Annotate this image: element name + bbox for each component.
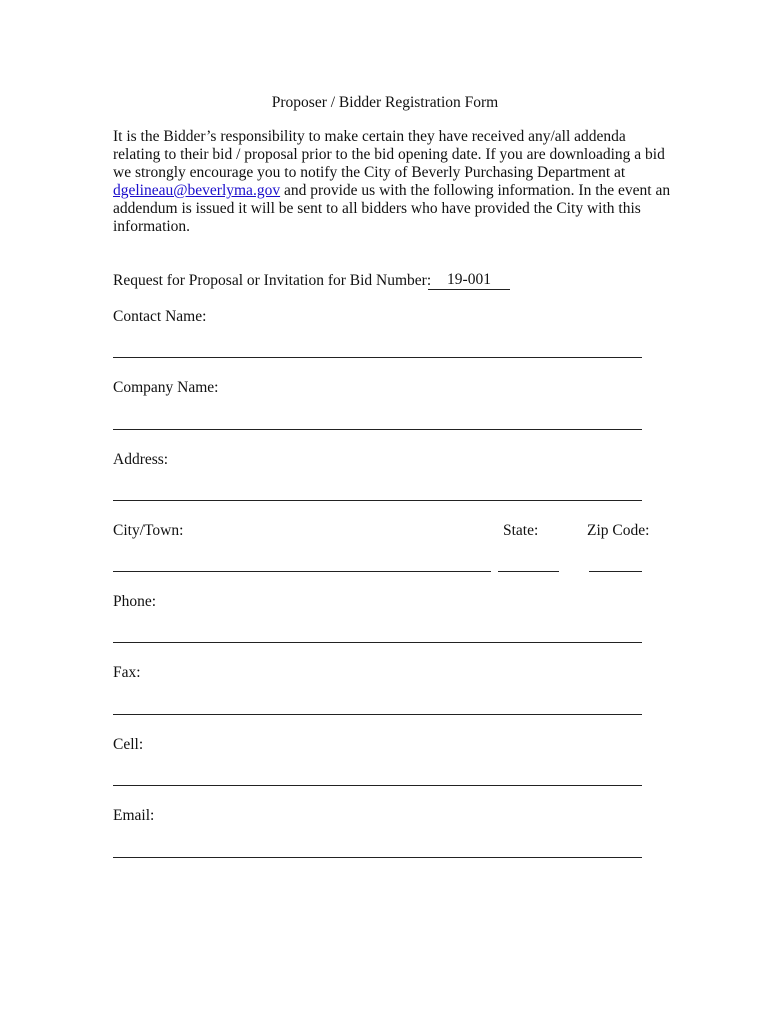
intro-line: we strongly encourage you to notify the City of Beverly Purchasing Department at <box>113 164 626 181</box>
intro-line-text: and provide us with the following information. In the event an <box>280 182 671 199</box>
company-name-label: Company Name: <box>113 379 219 396</box>
fax-label: Fax: <box>113 664 141 681</box>
bid-number-field[interactable]: 19-001 <box>428 271 510 290</box>
cell-line[interactable] <box>113 785 642 786</box>
contact-name-line[interactable] <box>113 357 642 358</box>
state-line[interactable] <box>498 571 559 572</box>
address-line[interactable] <box>113 500 642 501</box>
state-label: State: <box>503 522 539 539</box>
city-town-line[interactable] <box>113 571 491 572</box>
zip-code-label: Zip Code: <box>587 522 650 539</box>
contact-name-label: Contact Name: <box>113 308 207 325</box>
email-link[interactable]: dgelineau@beverlyma.gov <box>113 182 281 199</box>
email-line[interactable] <box>113 857 642 858</box>
address-label: Address: <box>113 451 169 468</box>
cell-label: Cell: <box>113 736 144 753</box>
intro-line: relating to their bid / proposal prior to the bid opening date. If you are downloading a bid <box>113 146 665 163</box>
company-name-line[interactable] <box>113 429 642 430</box>
fax-line[interactable] <box>113 714 642 715</box>
intro-line: addendum is issued it will be sent to all bidders who have provided the City with this <box>113 200 641 217</box>
city-town-label: City/Town: <box>113 522 184 539</box>
email-label: Email: <box>113 807 155 824</box>
intro-line-with-email <box>113 182 673 200</box>
phone-label: Phone: <box>113 593 157 610</box>
form-title: Proposer / Bidder Registration Form <box>271 94 499 111</box>
intro-line: It is the Bidder’s responsibility to make certain they have received any/all addenda <box>113 128 626 145</box>
bid-number-label: Request for Proposal or Invitation for Bid Number: <box>113 272 432 289</box>
zip-code-line[interactable] <box>589 571 642 572</box>
phone-line[interactable] <box>113 642 642 643</box>
intro-line: information. <box>113 218 191 235</box>
intro-paragraph <box>113 128 673 236</box>
